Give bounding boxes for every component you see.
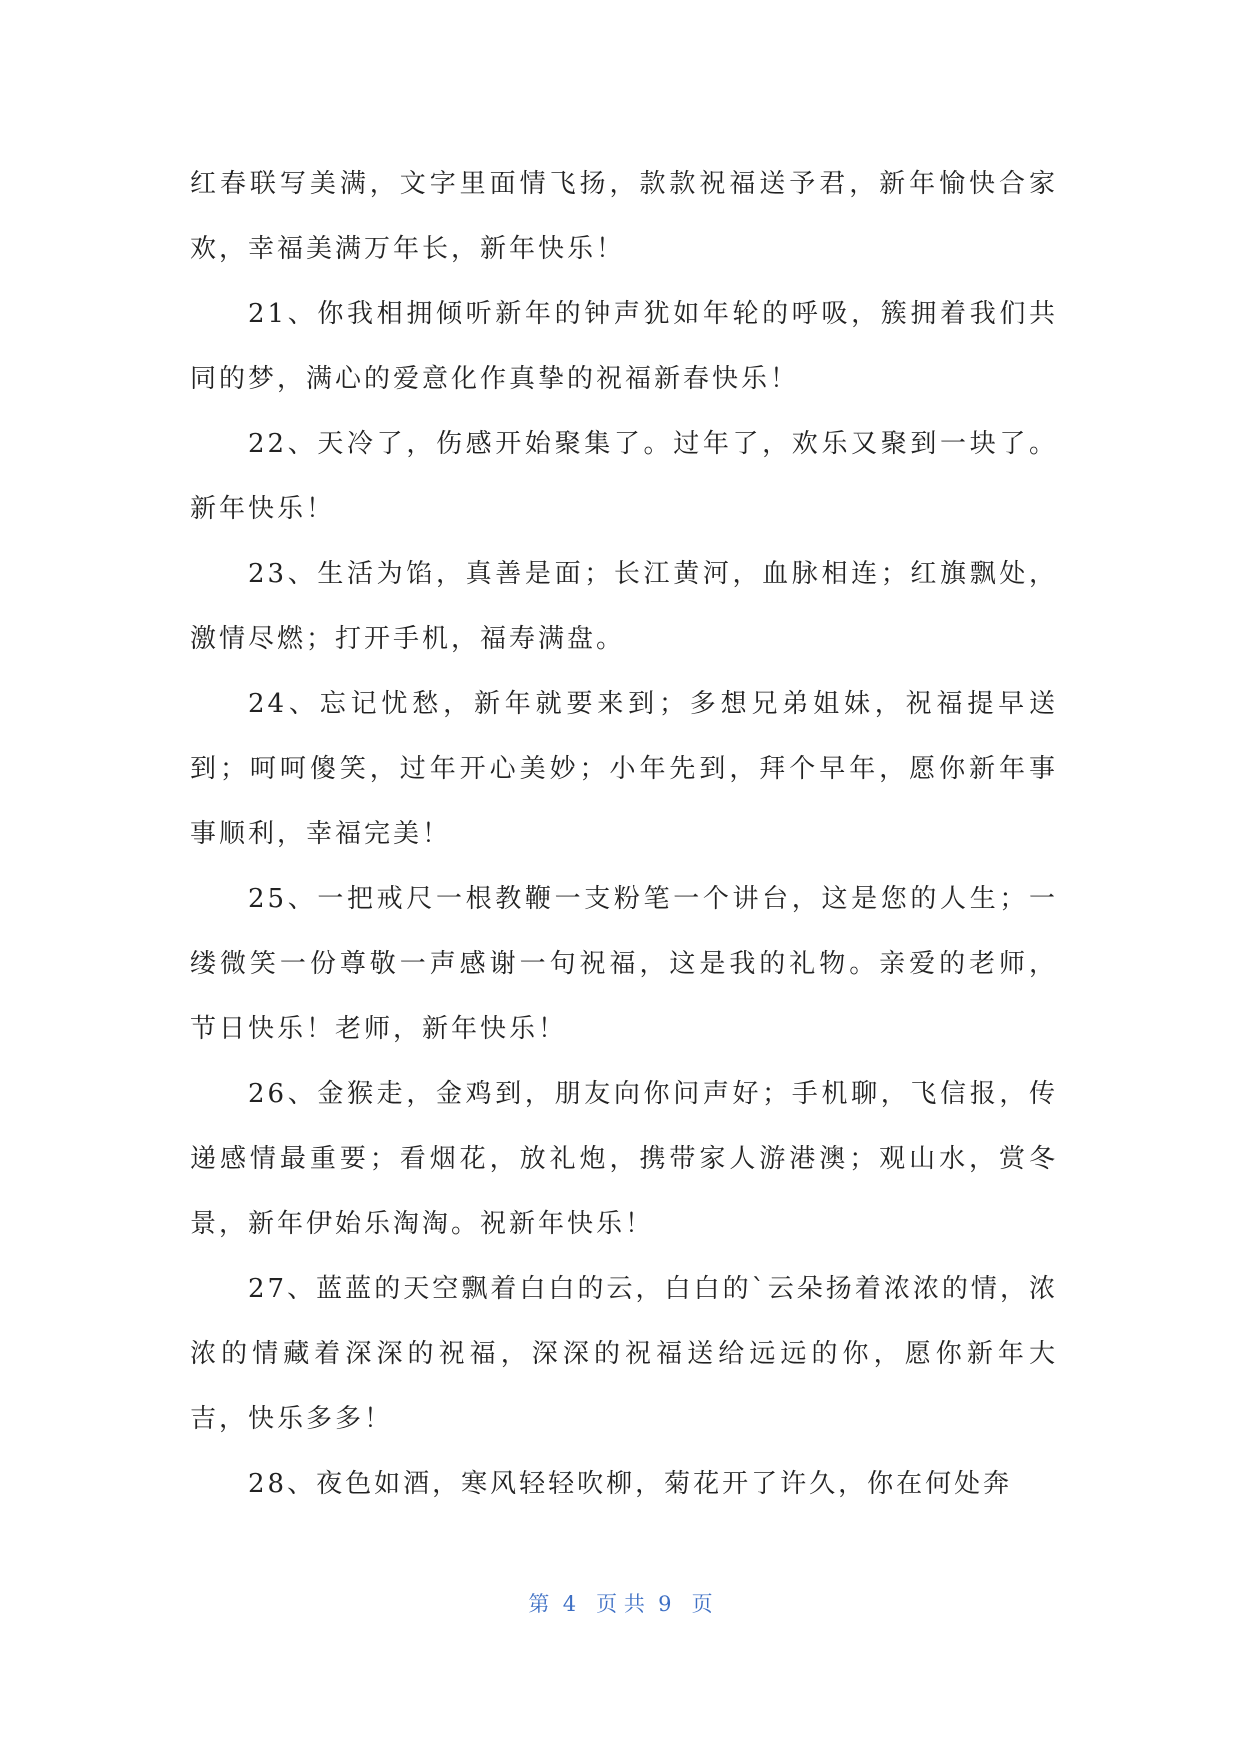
paragraph-25: 25、一把戒尺一根教鞭一支粉笔一个讲台，这是您的人生；一缕微笑一份尊敬一声感谢一句祝福，这是我的礼物。亲爱的老师，节日快乐！老师，新年快乐！ [190,884,1058,1044]
paragraph-23: 23、生活为馅，真善是面；长江黄河，血脉相连；红旗飘处，激情尽燃；打开手机，福寿满盘。 [190,559,1058,654]
paragraph-26: 26、金猴走，金鸡到，朋友向你问声好；手机聊，飞信报，传递感情最重要；看烟花，放礼炮，携带家人游港澳；观山水，赏冬景，新年伊始乐淘淘。祝新年快乐！ [190,1079,1058,1239]
page-number-footer: 第 4 页 共 9 页 [528,1592,713,1616]
paragraph-22: 22、天冷了，伤感开始聚集了。过年了，欢乐又聚到一块了。新年快乐！ [190,429,1058,524]
document-body [190,152,1058,1517]
paragraph-27: 27、蓝蓝的天空飘着白白的云，白白的`云朵扬着浓浓的情，浓浓的情藏着深深的祝福，深深的祝福送给远远的你，愿你新年大吉，快乐多多！ [190,1274,1058,1434]
paragraph-24: 24、忘记忧愁，新年就要来到；多想兄弟姐妹，祝福提早送到；呵呵傻笑，过年开心美妙；小年先到，拜个早年，愿你新年事事顺利，幸福完美！ [190,689,1058,849]
paragraph-28: 28、夜色如酒，寒风轻轻吹柳，菊花开了许久，你在何处奔 [248,1469,1013,1499]
paragraph-continued: 红春联写美满，文字里面情飞扬，款款祝福送予君，新年愉快合家欢，幸福美满万年长，新年快乐！ [190,169,1058,264]
paragraph-21: 21、你我相拥倾听新年的钟声犹如年轮的呼吸，簇拥着我们共同的梦，满心的爱意化作真挚的祝福新春快乐！ [190,299,1058,394]
